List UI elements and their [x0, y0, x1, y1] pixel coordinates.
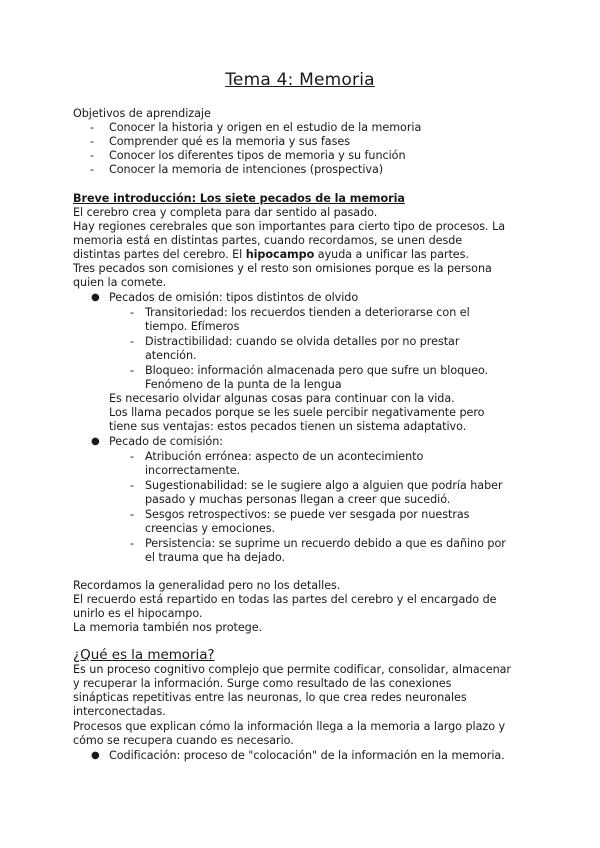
objectives-heading: Objetivos de aprendizaje — [73, 107, 211, 120]
objective-item: Conocer los diferentes tipos de memoria y su función — [109, 149, 406, 162]
dash-marker: - — [130, 537, 135, 550]
what-paragraph: y recuperar la información. Surge como resultado de las conexiones — [73, 677, 452, 690]
dash-marker: - — [130, 306, 135, 319]
objective-item: Conocer la historia y origen en el estudio de la memoria — [109, 121, 422, 134]
section-heading-what-is-memory: ¿Qué es la memoria? — [73, 647, 215, 663]
closing-paragraph: La memoria también nos protege. — [73, 621, 263, 634]
bullet-marker: ● — [91, 750, 100, 761]
intro-paragraph: Tres pecados son comisiones y el resto son omisiones porque es la persona — [73, 262, 492, 275]
dash-marker: - — [130, 479, 135, 492]
intro-paragraph: memoria está en distintas partes, cuando recordamos, se unen desde — [73, 234, 463, 247]
omission-note: Es necesario olvidar algunas cosas para continuar con la vida. — [109, 392, 455, 405]
omission-note: tiene sus ventajas: estos pecados tienen un sistema adaptativo. — [109, 420, 467, 433]
closing-paragraph: Recordamos la generalidad pero no los detalles. — [73, 579, 341, 592]
omission-item: atención. — [145, 349, 197, 362]
commission-item: Atribución errónea: aspecto de un acontecimiento — [145, 450, 424, 463]
closing-paragraph: El recuerdo está repartido en todas las partes del cerebro y el encargado de — [73, 593, 497, 606]
hippocampus-term: hipocampo — [245, 248, 315, 261]
intro-paragraph: Hay regiones cerebrales que son importantes para cierto tipo de procesos. La — [73, 220, 506, 233]
objective-item: Conocer la memoria de intenciones (prospectiva) — [109, 163, 384, 176]
what-paragraph: sinápticas repetitivas entre las neuronas, lo que crea redes neuronales — [73, 691, 467, 704]
codification-item: Codificación: proceso de "colocación" de la información en la memoria. — [109, 749, 505, 762]
omission-item: tiempo. Efímeros — [145, 320, 240, 333]
commission-item: Sugestionabilidad: se le sugiere algo a alguien que podría haber — [145, 479, 503, 492]
intro-paragraph: El cerebro crea y completa para dar sentido al pasado. — [73, 206, 378, 219]
what-paragraph: Es un proceso cognitivo complejo que permite codificar, consolidar, almacenar — [73, 663, 511, 676]
omission-note: Los llama pecados porque se les suele percibir negativamente pero — [109, 406, 485, 419]
dash-marker: - — [130, 335, 135, 348]
intro-paragraph — [73, 248, 469, 262]
text-run: distintas partes del cerebro. El — [73, 248, 246, 261]
dash-marker: - — [90, 163, 95, 176]
dash-marker: - — [90, 135, 95, 148]
objective-item: Comprender qué es la memoria y sus fases — [109, 135, 351, 148]
commission-item: creencias y emociones. — [145, 522, 276, 535]
bullet-marker: ● — [91, 436, 100, 447]
commission-heading: Pecado de comisión: — [109, 435, 223, 448]
omission-item: Distractibilidad: cuando se olvida detalles por no prestar — [145, 335, 460, 348]
page-title: Tema 4: Memoria — [225, 70, 375, 90]
what-paragraph: interconectadas. — [73, 705, 166, 718]
commission-item: Sesgos retrospectivos: se puede ver sesgada por nuestras — [145, 508, 470, 521]
omission-item: Transitoriedad: los recuerdos tienden a deteriorarse con el — [145, 306, 470, 319]
bullet-marker: ● — [91, 292, 100, 303]
dash-marker: - — [130, 508, 135, 521]
commission-item: incorrectamente. — [145, 464, 241, 477]
closing-paragraph: unirlo es el hipocampo. — [73, 607, 203, 620]
omission-item: Bloqueo: información almacenada pero que sufre un bloqueo. — [145, 364, 489, 377]
commission-item: pasado y muchas personas llegan a creer que sucedió. — [145, 493, 451, 506]
dash-marker: - — [130, 364, 135, 377]
dash-marker: - — [90, 121, 95, 134]
commission-item: el trauma que ha dejado. — [145, 551, 285, 564]
intro-heading: Breve introducción: Los siete pecados de la memoria — [73, 192, 405, 205]
dash-marker: - — [90, 149, 95, 162]
dash-marker: - — [130, 450, 135, 463]
text-run: ayuda a unificar las partes. — [314, 248, 469, 261]
omission-heading: Pecados de omisión: tipos distintos de olvido — [109, 291, 359, 304]
intro-paragraph: quien la comete. — [73, 276, 167, 289]
what-paragraph: Procesos que explican cómo la información llega a la memoria a largo plazo y — [73, 720, 506, 733]
commission-item: Persistencia: se suprime un recuerdo debido a que es dañino por — [145, 537, 506, 550]
omission-item: Fenómeno de la punta de la lengua — [145, 378, 342, 391]
what-paragraph: cómo se recupera cuando es necesario. — [73, 734, 294, 747]
